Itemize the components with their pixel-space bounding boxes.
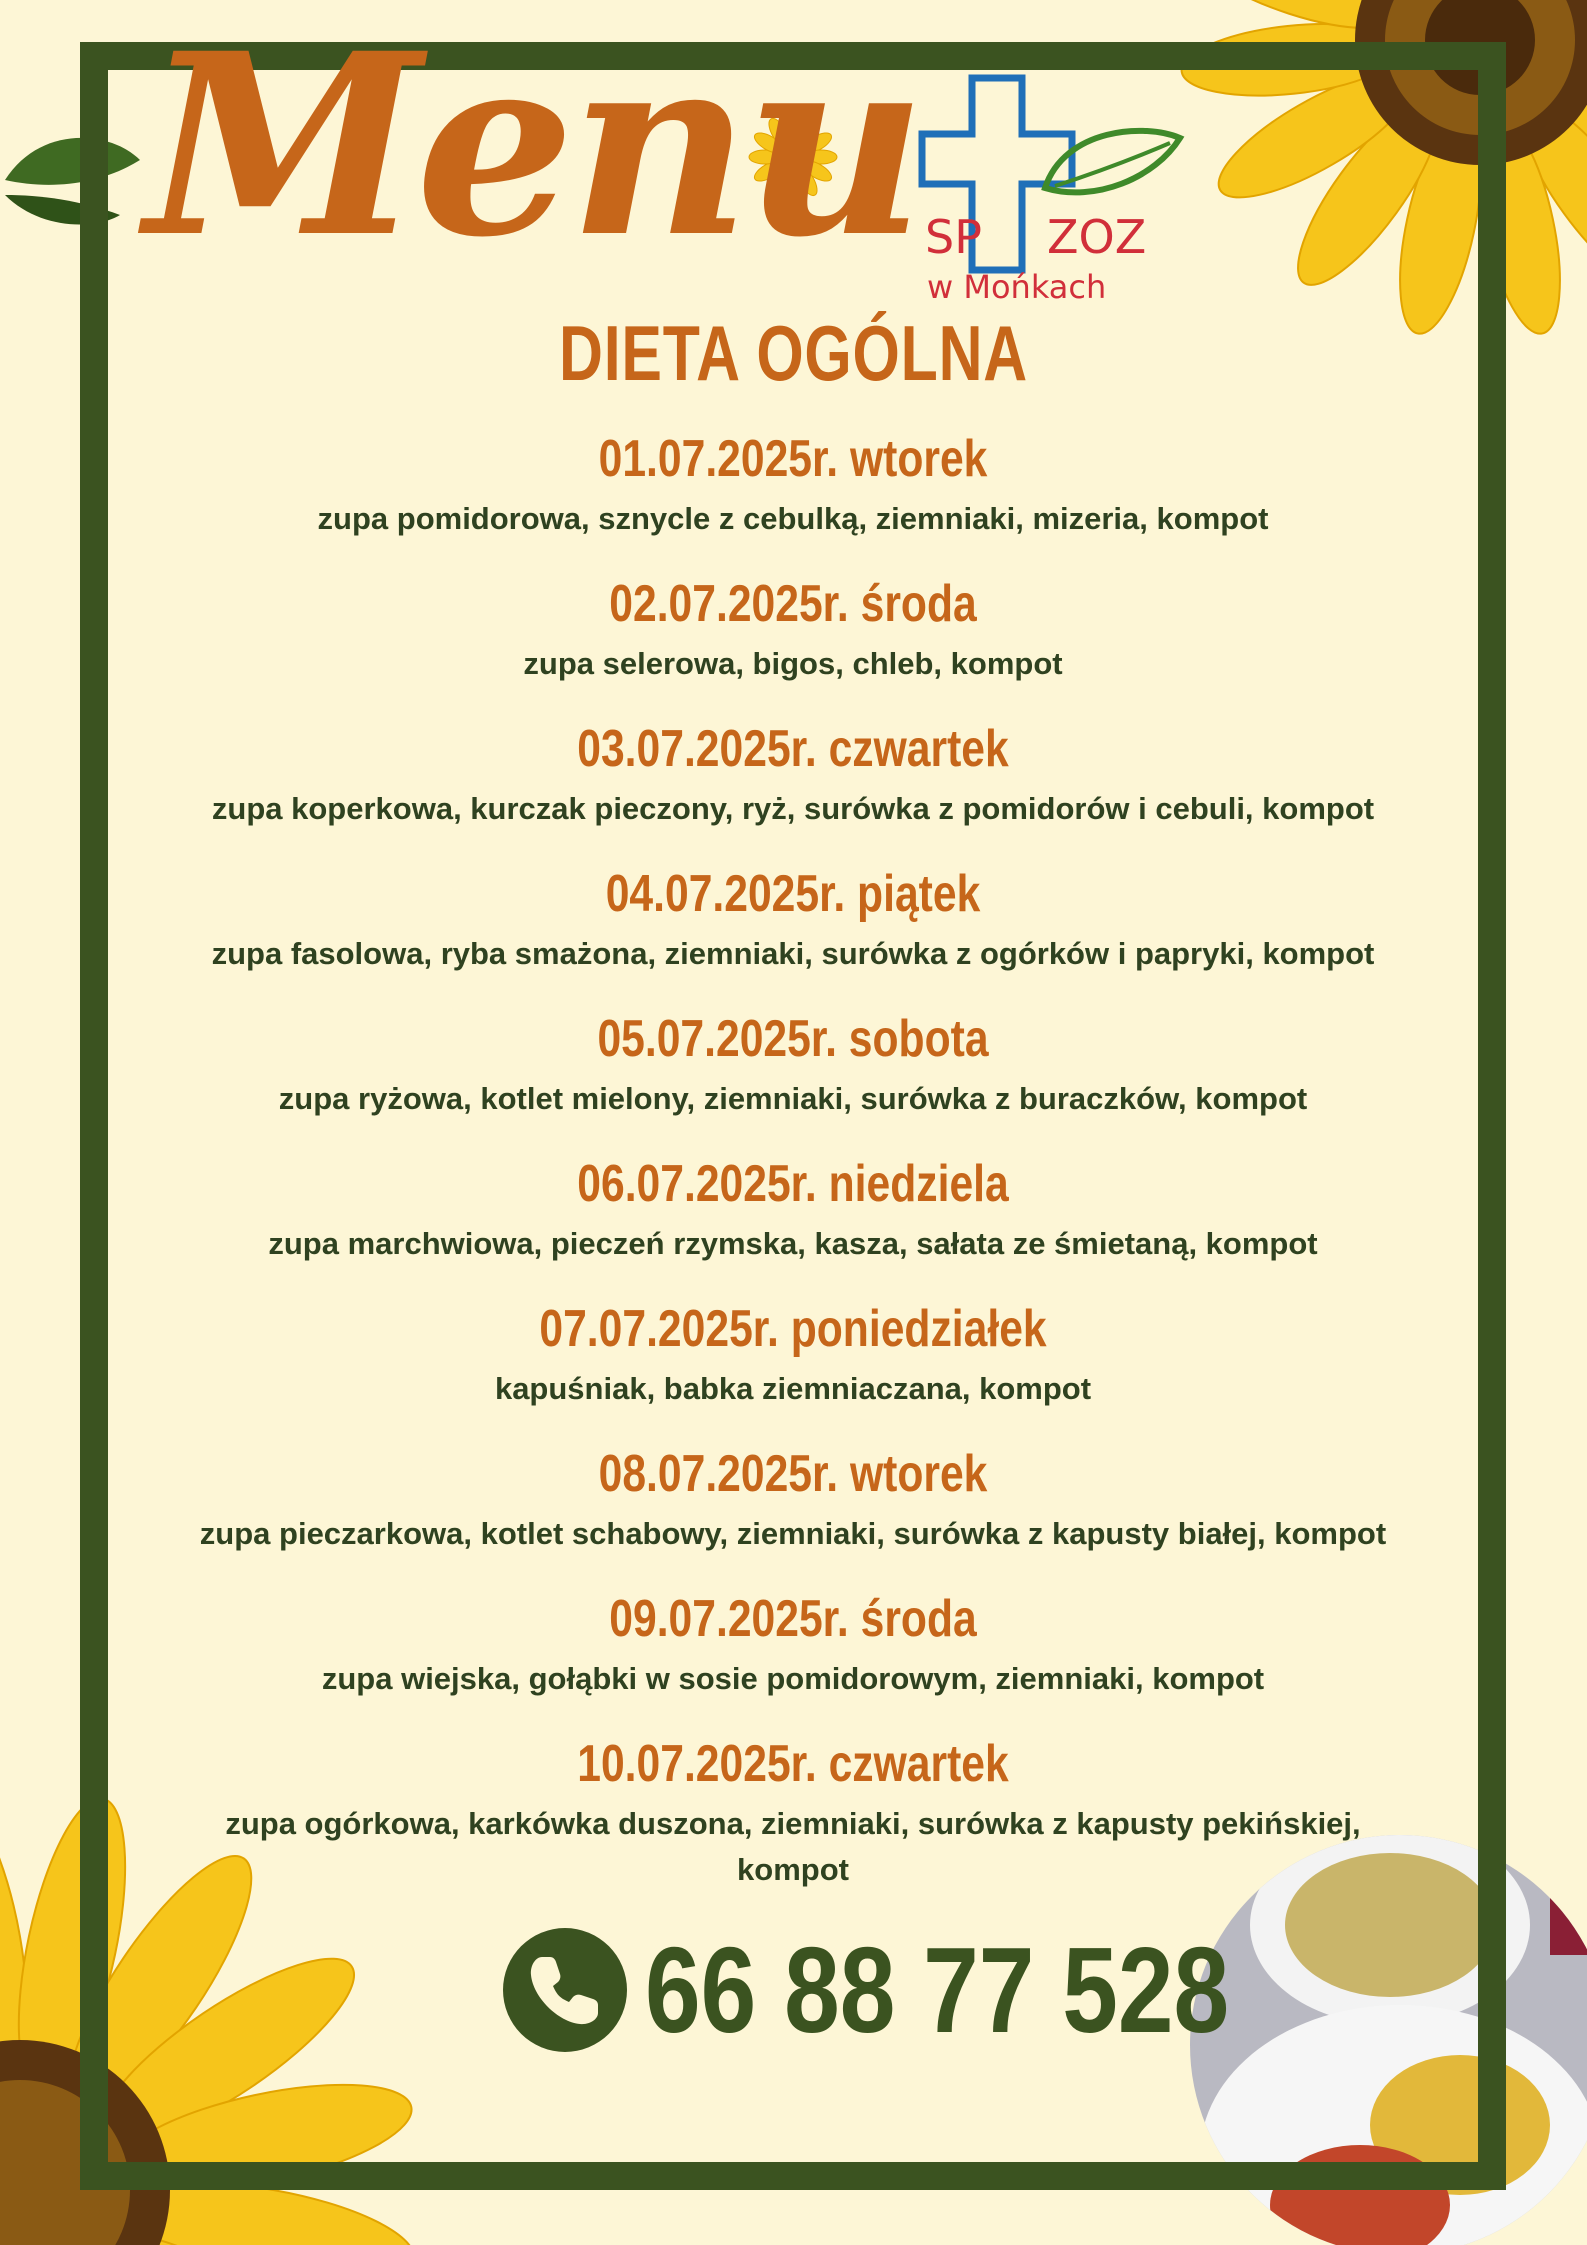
day-meal: kapuśniak, babka ziemniaczana, kompot — [494, 1371, 1092, 1406]
day-entry — [110, 1008, 1476, 1153]
day-date: 06.07.2025r. niedziela — [577, 1155, 1009, 1213]
logo-location-text: w Mońkach — [927, 268, 1107, 306]
logo-leaf-icon — [1035, 118, 1185, 208]
day-meal: zupa wiejska, gołąbki w sosie pomidorowym, ziemniaki, kompot — [321, 1661, 1265, 1696]
day-meal: zupa koperkowa, kurczak pieczony, ryż, surówka z pomidorów i cebuli, kompot — [211, 791, 1375, 826]
day-date: 10.07.2025r. czwartek — [577, 1735, 1009, 1793]
phone-icon — [500, 1925, 630, 2055]
day-meal: zupa pomidorowa, sznycle z cebulką, ziemniaki, mizeria, kompot — [317, 501, 1269, 536]
daily-menu-list — [110, 428, 1476, 1887]
day-entry — [110, 428, 1476, 573]
spzoz-logo — [905, 70, 1175, 306]
day-date: 09.07.2025r. środa — [609, 1590, 977, 1648]
phone-contact — [500, 1922, 1230, 2058]
day-entry — [110, 718, 1476, 863]
day-date: 07.07.2025r. poniedziałek — [539, 1300, 1047, 1358]
menu-script-title: Menu — [145, 0, 921, 292]
day-date: 03.07.2025r. czwartek — [577, 720, 1009, 778]
day-entry — [110, 863, 1476, 1008]
day-meal: zupa marchwiowa, pieczeń rzymska, kasza, sałata ze śmietaną, kompot — [268, 1226, 1318, 1261]
day-meal: zupa pieczarkowa, kotlet schabowy, ziemniaki, surówka z kapusty białej, kompot — [199, 1516, 1387, 1551]
phone-number[interactable]: 66 88 77 528 — [645, 1922, 1230, 2058]
day-meal: zupa selerowa, bigos, chleb, kompot — [523, 646, 1063, 681]
day-meal: zupa ogórkowa, karkówka duszona, ziemniaki, surówka z kapusty pekińskiej, kompot — [225, 1806, 1361, 1887]
day-date: 05.07.2025r. sobota — [597, 1010, 989, 1068]
logo-zoz-text: ZOZ — [1047, 210, 1147, 264]
diet-title: DIETA OGÓLNA — [558, 309, 1029, 397]
logo-sp-text: SP — [925, 210, 982, 264]
day-entry — [110, 1443, 1476, 1588]
day-meal: zupa fasolowa, ryba smażona, ziemniaki, surówka z ogórków i papryki, kompot — [211, 936, 1375, 971]
day-entry — [110, 1153, 1476, 1298]
day-meal: zupa ryżowa, kotlet mielony, ziemniaki, surówka z buraczków, kompot — [278, 1081, 1308, 1116]
day-date: 04.07.2025r. piątek — [605, 865, 981, 923]
day-entry — [110, 1298, 1476, 1443]
day-entry — [110, 573, 1476, 718]
day-entry — [110, 1588, 1476, 1733]
day-date: 08.07.2025r. wtorek — [598, 1445, 988, 1503]
day-date: 01.07.2025r. wtorek — [598, 430, 988, 488]
day-entry — [110, 1733, 1476, 1887]
day-date: 02.07.2025r. środa — [609, 575, 977, 633]
